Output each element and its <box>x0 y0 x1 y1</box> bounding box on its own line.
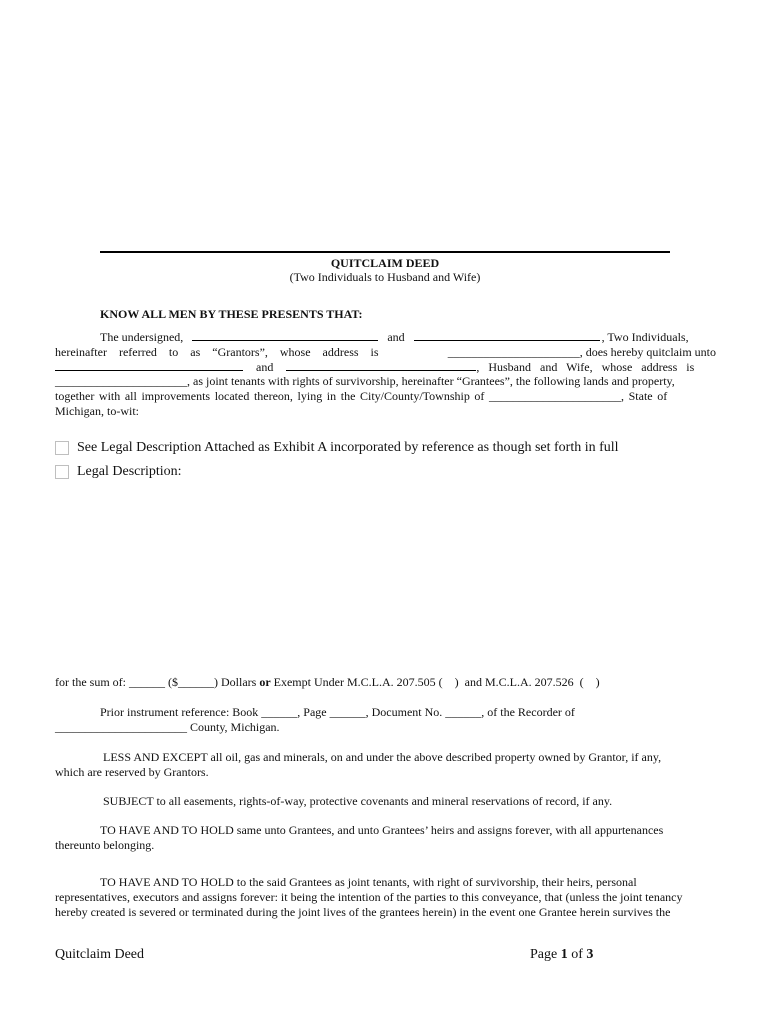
page-total: 3 <box>586 947 594 962</box>
subject-line: SUBJECT to all easements, rights-of-way, protective covenants and mineral reservations of record, if any. <box>103 794 613 808</box>
grantee-2-blank[interactable] <box>286 359 476 371</box>
habendum-2-line-3: hereby created is severed or terminated during the joint lives of the grantees herein) in the event one Grantee herein survives the <box>55 905 671 919</box>
grantors-address-text: hereinafter referred to as “Grantors”, whose address is <box>55 345 379 359</box>
and-text-2: and <box>256 360 274 374</box>
and-text: and <box>387 330 405 344</box>
sum-text: for the sum of: ______ ($______) Dollars <box>55 675 257 689</box>
sum-line <box>55 675 600 690</box>
page-label: Page <box>530 947 558 962</box>
grantee-line <box>55 359 694 375</box>
exhibit-a-checkbox[interactable] <box>55 441 69 455</box>
habendum-1-line-1: TO HAVE AND TO HOLD same unto Grantees, and unto Grantees’ heirs and assigns forever, with all appurtenances <box>100 823 664 837</box>
legal-description-label: Legal Description: <box>77 464 182 479</box>
two-individuals-text: , Two Individuals, <box>601 330 689 344</box>
legal-description-checkbox[interactable] <box>55 465 69 479</box>
prior-instrument-line-2: ______________________ County, Michigan. <box>55 720 280 734</box>
grantor-2-blank[interactable] <box>414 329 600 341</box>
quitclaim-text: ______________________, does hereby quitclaim unto <box>447 345 716 359</box>
husband-wife-text: , Husband and Wife, whose address is <box>476 360 695 374</box>
grantor-line <box>100 329 689 345</box>
prior-instrument-line-1: Prior instrument reference: Book ______, Page ______, Document No. ______, of the Recorder of <box>100 705 575 719</box>
footer-page-number <box>530 947 593 963</box>
or-text: or <box>259 675 271 689</box>
grantor-1-blank[interactable] <box>192 329 378 341</box>
header-rule <box>100 251 670 253</box>
habendum-2-line-1: TO HAVE AND TO HOLD to the said Grantees as joint tenants, with right of survivorship, their heirs, personal <box>100 875 637 889</box>
exhibit-a-label: See Legal Description Attached as Exhibit A incorporated by reference as though set forth in full <box>77 440 619 455</box>
habendum-2-line-2: representatives, executors and assigns forever: it being the intention of the parties to this conveyance, that (unless the joint tenancy <box>55 890 683 904</box>
page-current: 1 <box>560 947 568 962</box>
grantors-address-line <box>55 345 716 360</box>
exempt-text: Exempt Under M.C.L.A. 207.505 ( ) and M.C.L.A. 207.526 ( ) <box>270 675 600 689</box>
less-except-line-1: LESS AND EXCEPT all oil, gas and minerals, on and under the above described property owned by Grantor, if any, <box>103 750 662 764</box>
grantee-1-blank[interactable] <box>55 359 243 371</box>
document-title: QUITCLAIM DEED <box>330 256 440 270</box>
legal-description-area[interactable] <box>77 490 697 660</box>
improvements-line: together with all improvements located thereon, lying in the City/County/Township of ______________________, State of <box>55 389 668 403</box>
less-except-line-2: which are reserved by Grantors. <box>55 765 209 779</box>
habendum-1-line-2: thereunto belonging. <box>55 838 155 852</box>
to-wit-line: Michigan, to-wit: <box>55 404 139 418</box>
footer-doc-name: Quitclaim Deed <box>55 947 145 962</box>
document-subtitle: (Two Individuals to Husband and Wife) <box>289 270 481 284</box>
undersigned-text: The undersigned, <box>100 330 184 344</box>
know-all-heading: KNOW ALL MEN BY THESE PRESENTS THAT: <box>100 307 363 321</box>
of-label: of <box>571 947 583 962</box>
joint-tenants-line: ______________________, as joint tenants with rights of survivorship, hereinafter “Grantees”, the following lands and property, <box>55 374 675 388</box>
